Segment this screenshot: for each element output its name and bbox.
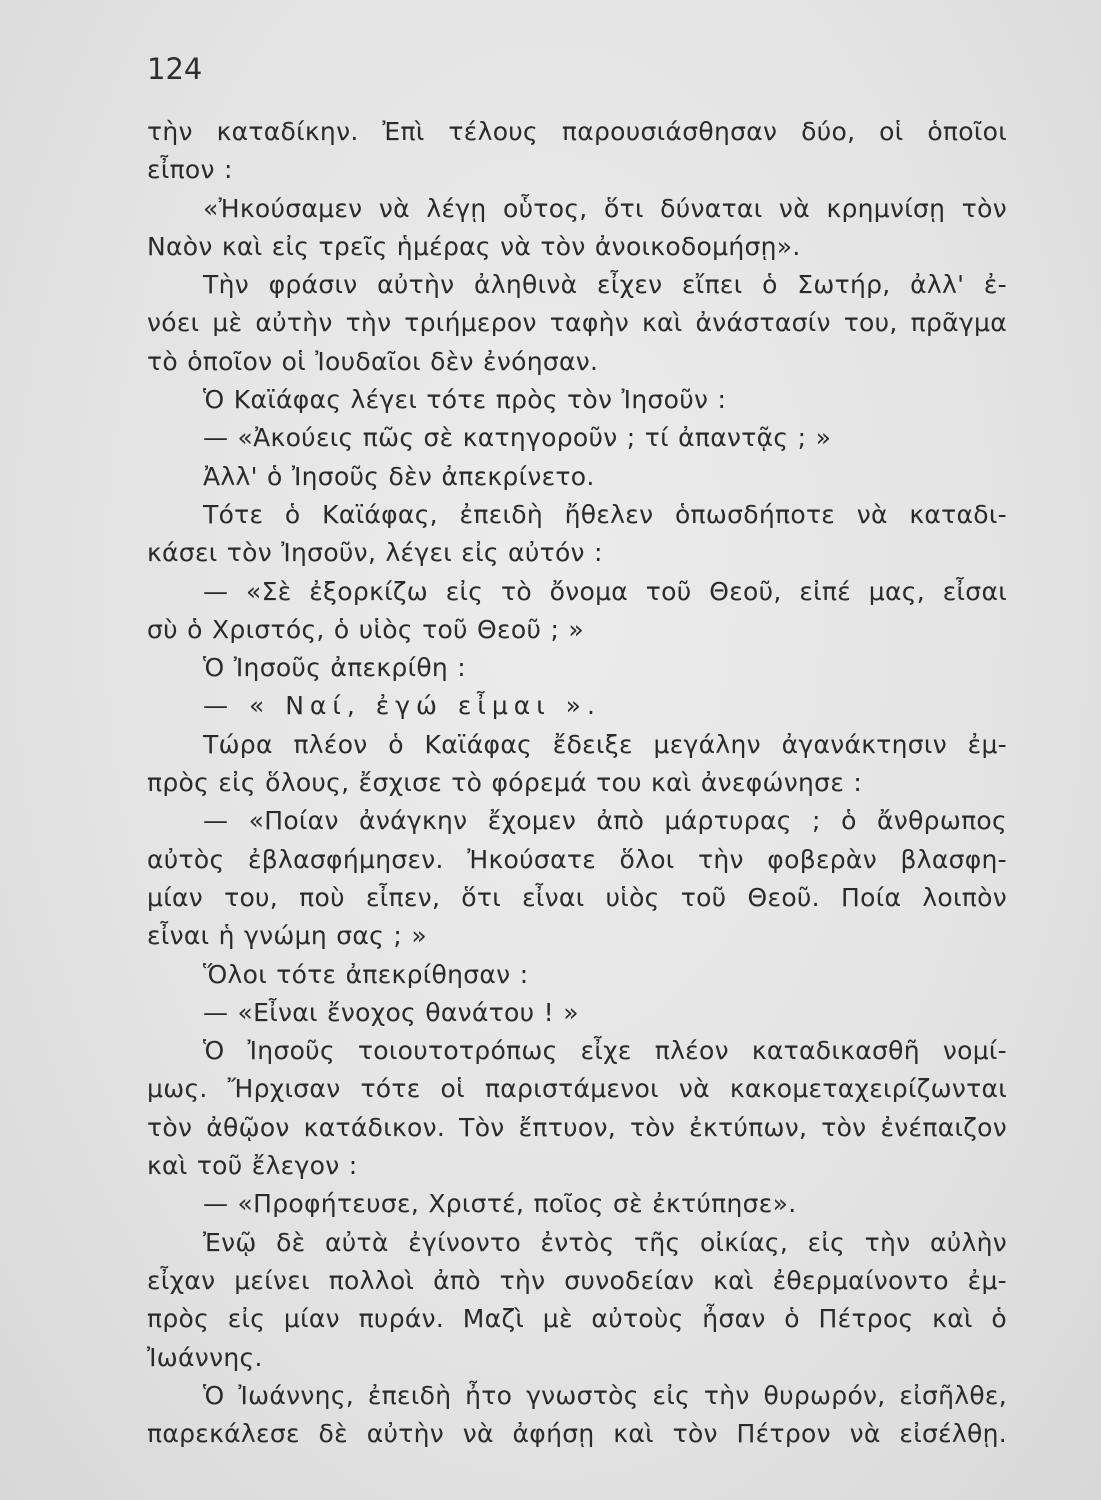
text-line: κάσει τὸν Ἰησοῦν, λέγει εἰς αὐτόν : — [147, 538, 603, 568]
text-line: αὐτὸς ἐβλασφήμησεν. Ἠκούσατε ὅλοι τὴν φοβερὰν βλασφη- — [147, 844, 1007, 874]
text-line: εἶπον : — [147, 155, 233, 185]
text-line: «Ἠκούσαμεν νὰ λέγῃ οὗτος, ὅτι δύναται νὰ κρημνίσῃ τὸν — [203, 193, 1007, 223]
text-line: παρεκάλεσε δὲ αὐτὴν νὰ ἀφήσῃ καὶ τὸν Πέτρον νὰ εἰσέλθῃ. — [147, 1419, 1007, 1449]
text-line: Ἀλλ' ὁ Ἰησοῦς δὲν ἀπεκρίνετο. — [203, 461, 595, 491]
text-line: καὶ τοῦ ἔλεγον : — [147, 1151, 358, 1181]
text-line: — « Ναί, ἐγώ εἶμαι ». — [203, 691, 601, 721]
text-line: — «Ἀκούεις πῶς σὲ κατηγοροῦν ; τί ἀπαντᾷς ; » — [203, 423, 832, 453]
text-line: τὸν ἀθῷον κατάδικον. Τὸν ἔπτυον, τὸν ἐκτύπων, τὸν ἐνέπαιζον — [147, 1112, 1007, 1142]
text-line: Τότε ὁ Καϊάφας, ἐπειδὴ ἤθελεν ὁπωσδήποτε νὰ καταδι- — [203, 499, 1007, 529]
text-line: — «Ποίαν ἀνάγκην ἔχομεν ἀπὸ μάρτυρας ; ὁ ἄνθρωπος — [203, 806, 1007, 836]
text-line: Τὴν φράσιν αὐτὴν ἀληθινὰ εἶχεν εἴπει ὁ Σωτήρ, ἀλλ' ἐ- — [203, 270, 1007, 300]
text-line: Ἰωάννης. — [147, 1342, 263, 1372]
text-line: Τώρα πλέον ὁ Καϊάφας ἔδειξε μεγάλην ἀγανάκτησιν ἐμ- — [203, 729, 1007, 759]
text-line: σὺ ὁ Χριστός, ὁ υἱὸς τοῦ Θεοῦ ; » — [147, 614, 585, 644]
text-line: Ναὸν καὶ εἰς τρεῖς ἡμέρας νὰ τὸν ἀνοικοδομήσῃ». — [147, 231, 801, 261]
text-line: τὴν καταδίκην. Ἐπὶ τέλους παρουσιάσθησαν δύο, οἱ ὁποῖοι — [147, 117, 1007, 146]
text-line: — «Σὲ ἐξορκίζω εἰς τὸ ὄνομα τοῦ Θεοῦ, εἰπέ μας, εἶσαι — [203, 576, 1007, 606]
text-line: νόει μὲ αὐτὴν τὴν τριήμερον ταφὴν καὶ ἀνάστασίν του, πρᾶγμα — [147, 308, 1007, 338]
text-line: εἶχαν μείνει πολλοὶ ἀπὸ τὴν συνοδείαν καὶ ἐθερμαίνοντο ἐμ- — [147, 1265, 1007, 1295]
text-line: Ἐνῷ δὲ αὐτὰ ἐγίνοντο ἐντὸς τῆς οἰκίας, εἰς τὴν αὐλὴν — [203, 1227, 1007, 1257]
text-line: μίαν του, ποὺ εἶπεν, ὅτι εἶναι υἱὸς τοῦ Θεοῦ. Ποία λοιπὸν — [147, 882, 1007, 912]
body-text — [147, 113, 1007, 1453]
text-line: — «Εἶναι ἔνοχος θανάτου ! » — [203, 997, 579, 1027]
text-line: — «Προφήτευσε, Χριστέ, ποῖος σὲ ἐκτύπησε». — [203, 1189, 797, 1219]
text-line: πρὸς εἰς ὅλους, ἔσχισε τὸ φόρεμά του καὶ ἀνεφώνησε : — [147, 768, 863, 798]
text-line: Ὅλοι τότε ἀπεκρίθησαν : — [203, 959, 529, 989]
text-line: μως. Ἤρχισαν τότε οἱ παριστάμενοι νὰ κακομεταχειρίζωνται — [147, 1074, 1007, 1104]
text-line: τὸ ὁποῖον οἱ Ἰουδαῖοι δὲν ἐνόησαν. — [147, 346, 599, 376]
text-line: Ὁ Ἰησοῦς ἀπεκρίθη : — [203, 653, 467, 683]
text-line: εἶναι ἡ γνώμη σας ; » — [147, 921, 427, 951]
text-line: Ὁ Ἰωάννης, ἐπειδὴ ἦτο γνωστὸς εἰς τὴν θυρωρόν, εἰσῆλθε, — [203, 1380, 1007, 1410]
text-line: Ὁ Καϊάφας λέγει τότε πρὸς τὸν Ἰησοῦν : — [203, 385, 727, 415]
text-line: Ὁ Ἰησοῦς τοιουτοτρόπως εἶχε πλέον καταδικασθῆ νομί- — [203, 1036, 1007, 1066]
page-number: 124 — [147, 52, 203, 86]
text-line: πρὸς εἰς μίαν πυράν. Μαζὶ μὲ αὐτοὺς ἦσαν ὁ Πέτρος καὶ ὁ — [147, 1304, 1007, 1334]
